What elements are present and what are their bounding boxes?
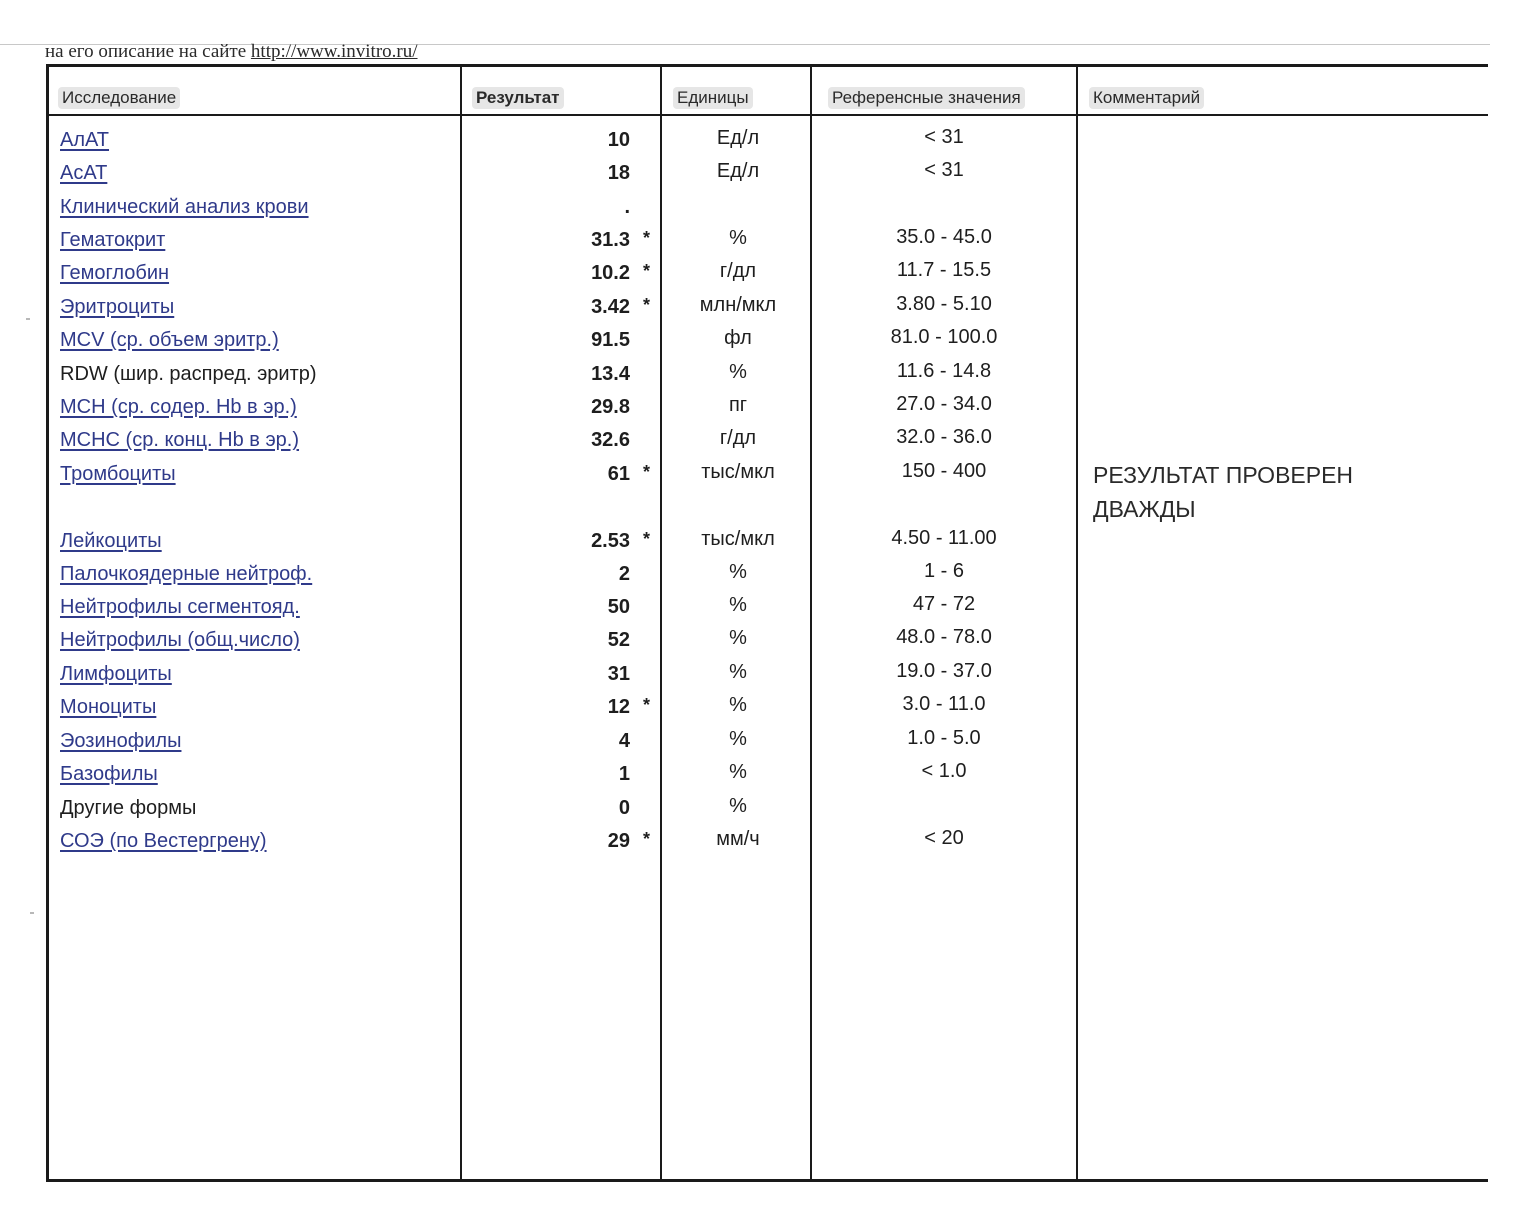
test-name-link[interactable]: Клинический анализ крови [60,196,309,218]
result-value: 4 [618,730,630,752]
result-value: 13.4 [591,363,630,385]
unit-value: % [729,728,747,750]
table-row [0,693,1490,729]
header-comment: Комментарий [1089,87,1204,109]
table-row [0,797,1490,830]
result-value: . [624,196,630,218]
abnormal-flag: * [643,529,651,549]
unit-value: фл [724,327,752,349]
test-name-link[interactable]: Эозинофилы [60,730,182,752]
header-study: Исследование [58,87,180,109]
result-value: 31.3 [591,229,630,251]
comment-line: ДВАЖДЫ [1093,496,1196,522]
reference-range: 32.0 - 36.0 [896,426,992,448]
table-row [0,827,1490,863]
abnormal-flag: * [643,295,651,315]
unit-value: Ед/л [716,160,760,182]
table-row [0,626,1490,662]
reference-range: < 31 [924,159,964,181]
test-name-link[interactable]: MCV (ср. объем эритр.) [60,329,279,351]
test-name-link[interactable]: MCHC (ср. конц. Hb в эр.) [60,429,300,451]
unit-value: % [729,227,747,249]
test-name-link[interactable]: MCH (ср. содер. Hb в эр.) [60,396,297,418]
unit-value: г/дл [719,427,757,449]
test-name-link[interactable]: Гематокрит [60,229,166,251]
reference-range: 3.80 - 5.10 [896,293,992,315]
table-row [0,126,1490,162]
unit-value: млн/мкл [699,294,777,316]
unit-value: % [729,694,747,716]
result-value: 10 [607,129,630,151]
reference-range: 35.0 - 45.0 [896,226,992,248]
test-name-link[interactable]: Нейтрофилы (общ.число) [60,629,300,651]
result-value: 1 [618,763,630,785]
test-name-link[interactable]: Нейтрофилы сегментояд. [60,596,300,618]
test-name-link[interactable]: Эритроциты [60,296,175,318]
unit-value: г/дл [719,260,757,282]
result-value: 61 [607,463,630,485]
table-row [0,159,1490,195]
intro-line [45,41,418,63]
reference-range: 19.0 - 37.0 [896,660,992,682]
result-value: 2.53 [591,530,630,552]
unit-value: тыс/мкл [701,461,775,483]
unit-value: % [729,627,747,649]
invitro-link[interactable]: http://www.invitro.ru/ [250,41,418,62]
table-row [0,760,1490,796]
test-name-link[interactable]: Лимфоциты [60,663,172,685]
reference-range: 11.6 - 14.8 [896,360,992,382]
unit-value: тыс/мкл [701,528,775,550]
reference-range: 11.7 - 15.5 [896,259,992,281]
comment-text [1093,458,1423,526]
table-row [0,393,1490,429]
table-row [0,560,1490,596]
table-row [0,527,1490,563]
table-row [0,593,1490,629]
result-value: 10.2 [591,262,630,284]
scan-artifact [30,912,34,914]
table-row [0,196,1490,229]
result-value: 52 [607,629,630,651]
table-row [0,259,1490,295]
unit-value: Ед/л [716,127,760,149]
unit-value: мм/ч [716,828,760,850]
reference-range: 47 - 72 [912,593,976,615]
abnormal-flag: * [643,228,651,248]
unit-value: пг [728,394,748,416]
result-value: 3.42 [591,296,630,318]
abnormal-flag: * [643,261,651,281]
reference-range: < 20 [924,827,964,849]
reference-range: 150 - 400 [901,460,987,482]
table-row [0,727,1490,763]
test-name-link[interactable]: Тромбоциты [60,463,176,485]
reference-range: < 1.0 [921,760,967,782]
test-name-link[interactable]: Моноциты [60,696,157,718]
test-name-link[interactable]: Гемоглобин [60,262,170,284]
table-row [0,293,1490,329]
test-name-link[interactable]: Лейкоциты [60,530,162,552]
reference-range: 48.0 - 78.0 [896,626,992,648]
result-value: 31 [607,663,630,685]
unit-value: % [729,795,747,817]
result-value: 91.5 [591,329,630,351]
test-name: RDW (шир. распред. эритр) [60,363,317,385]
reference-range: 27.0 - 34.0 [896,393,992,415]
table-row [0,360,1490,396]
scan-artifact [26,318,30,320]
reference-range: 81.0 - 100.0 [890,326,998,348]
result-value: 29.8 [591,396,630,418]
result-value: 50 [607,596,630,618]
result-value: 32.6 [591,429,630,451]
intro-text: на его описание на сайте [45,41,247,62]
reference-range: < 31 [924,126,964,148]
test-name-link[interactable]: Палочкоядерные нейтроф. [60,563,313,585]
result-value: 0 [618,797,630,819]
header-reference: Референсные значения [828,87,1025,109]
unit-value: % [729,594,747,616]
header-units: Единицы [673,87,753,109]
reference-range: 1 - 6 [923,560,965,582]
table-row [0,226,1490,262]
test-name-link[interactable]: Базофилы [60,763,158,785]
abnormal-flag: * [643,829,651,849]
test-name-link[interactable]: АлАТ [60,129,110,151]
test-name: Другие формы [60,797,197,819]
unit-value: % [729,561,747,583]
test-name-link[interactable]: АсАТ [60,162,108,184]
result-value: 12 [607,696,630,718]
reference-range: 4.50 - 11.00 [891,527,997,549]
abnormal-flag: * [643,462,651,482]
abnormal-flag: * [643,695,651,715]
reference-range: 3.0 - 11.0 [902,693,986,715]
table-row [0,660,1490,696]
unit-value: % [729,661,747,683]
table-row [0,326,1490,362]
header-divider [47,114,1488,116]
result-value: 18 [607,162,630,184]
comment-line: РЕЗУЛЬТАТ ПРОВЕРЕН [1093,462,1354,488]
test-name-link[interactable]: СОЭ (по Вестергрену) [60,830,267,852]
header-result: Результат [472,87,564,109]
unit-value: % [729,361,747,383]
reference-range: 1.0 - 5.0 [907,727,981,749]
unit-value: % [729,761,747,783]
result-value: 29 [607,830,630,852]
result-value: 2 [618,563,630,585]
